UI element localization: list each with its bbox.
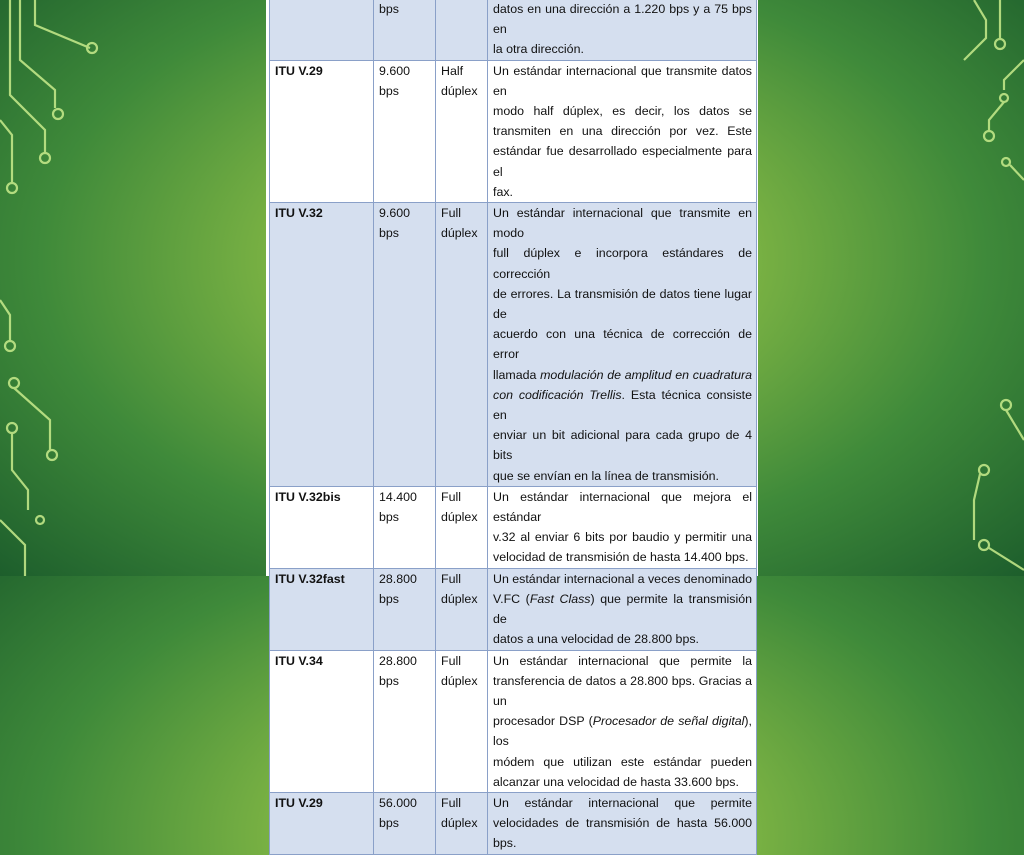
speed-cell xyxy=(374,203,436,487)
mode-line: dúplex xyxy=(441,673,478,688)
description-line: velocidad de transmisión de hasta 14.400 bps. xyxy=(493,550,749,565)
table-row xyxy=(270,486,757,568)
description-text: . Esta técnica consiste en xyxy=(493,387,752,423)
mode-cell xyxy=(436,650,488,792)
speed-line: 14.400 xyxy=(379,489,417,504)
standard-name-cell: ITU V.34 xyxy=(270,650,374,792)
description-text: ), los xyxy=(493,714,752,749)
description-line: Un estándar internacional que mejora el estándar xyxy=(493,489,752,525)
description-line: datos en una dirección a 1.220 bps y a 75 bps en xyxy=(493,2,752,37)
standard-name-cell: ITU V.29 xyxy=(270,792,374,854)
mode-cell xyxy=(436,60,488,202)
description-cell xyxy=(488,60,757,202)
description-line: que se envían en la línea de transmisión. xyxy=(493,468,719,483)
table-row xyxy=(270,60,757,202)
description-line: Un estándar internacional que permite xyxy=(493,795,752,810)
standard-name-cell: ITU V.29 xyxy=(270,60,374,202)
description-line: transmiten en una dirección por vez. Este xyxy=(493,124,752,139)
speed-cell xyxy=(374,486,436,568)
standard-name-cell: ITU V.32bis xyxy=(270,486,374,568)
table-row xyxy=(270,203,757,487)
description-text: llamada xyxy=(493,367,541,382)
description-line: de errores. La transmisión de datos tiene lugar de xyxy=(493,286,752,322)
circuit-decoration-right xyxy=(904,0,1024,576)
description-line: velocidades de transmisión de hasta 56.000 bps. xyxy=(493,816,752,851)
mode-line: dúplex xyxy=(441,226,478,241)
speed-line: 9.600 bps xyxy=(379,206,411,241)
table-row xyxy=(270,568,757,650)
speed-line: 9.600 bps xyxy=(379,63,411,98)
standard-name-cell xyxy=(270,0,374,60)
description-text: V.FC ( xyxy=(493,591,530,606)
circuit-decoration-left xyxy=(0,0,120,576)
description-line: modo half dúplex, es decir, los datos se xyxy=(493,104,752,119)
description-line: Un estándar internacional a veces denominado xyxy=(493,571,752,586)
speed-cell xyxy=(374,792,436,854)
speed-line: 28.800 xyxy=(379,571,417,586)
table-row xyxy=(270,792,757,854)
description-line: enviar un bit adicional para cada grupo de 4 bits xyxy=(493,428,752,463)
mode-line: Full xyxy=(441,489,461,504)
mode-line: dúplex xyxy=(441,83,478,98)
description-line: datos a una velocidad de 28.800 bps. xyxy=(493,632,699,647)
description-line: alcanzar una velocidad de hasta 33.600 bps. xyxy=(493,774,739,789)
description-italic-term: Procesador de señal digital xyxy=(592,714,745,729)
description-line xyxy=(493,385,752,425)
speed-line: bps xyxy=(379,2,399,16)
description-italic-term: con codificación Trellis xyxy=(493,387,622,402)
description-line: módem que utilizan este estándar pueden xyxy=(493,754,752,769)
speed-line: bps xyxy=(379,816,399,831)
description-cell xyxy=(488,0,757,60)
description-line: Un estándar internacional que transmite datos en xyxy=(493,63,752,98)
mode-cell xyxy=(436,203,488,487)
mode-line: Full xyxy=(441,571,461,586)
mode-line: Full xyxy=(441,795,461,810)
speed-line: bps xyxy=(379,510,399,525)
description-cell xyxy=(488,568,757,650)
table-row xyxy=(270,0,757,60)
mode-cell xyxy=(436,486,488,568)
mode-line: Full xyxy=(441,653,461,668)
speed-cell xyxy=(374,0,436,60)
description-line: acuerdo con una técnica de corrección de error xyxy=(493,327,752,362)
speed-cell xyxy=(374,60,436,202)
document-page xyxy=(266,0,758,851)
mode-cell xyxy=(436,0,488,60)
speed-line: 28.800 xyxy=(379,653,417,668)
description-italic-term: modulación de amplitud en cuadratura xyxy=(540,367,752,382)
speed-line: 56.000 xyxy=(379,795,417,810)
speed-cell xyxy=(374,568,436,650)
description-cell xyxy=(488,486,757,568)
description-cell xyxy=(488,650,757,792)
description-line: Un estándar internacional que permite la xyxy=(493,653,752,668)
description-line: fax. xyxy=(493,184,513,199)
modem-standards-table xyxy=(269,0,757,855)
description-text: ) que permite la transmisión de xyxy=(493,591,752,627)
description-cell xyxy=(488,203,757,487)
description-text: procesador DSP ( xyxy=(493,714,593,729)
speed-line: bps xyxy=(379,591,399,606)
description-line: estándar fue desarrollado especialmente para el xyxy=(493,144,752,179)
standard-name-cell: ITU V.32fast xyxy=(270,568,374,650)
description-line: v.32 al enviar 6 bits por baudio y permitir una xyxy=(493,530,752,545)
table-row xyxy=(270,650,757,792)
mode-line: dúplex xyxy=(441,816,478,831)
mode-line: Half xyxy=(441,63,464,78)
mode-cell xyxy=(436,792,488,854)
description-cell xyxy=(488,792,757,854)
description-line xyxy=(493,365,752,385)
speed-line: bps xyxy=(379,673,399,688)
description-italic-term: Fast Class xyxy=(529,591,591,606)
speed-cell xyxy=(374,650,436,792)
mode-cell xyxy=(436,568,488,650)
description-line xyxy=(493,711,752,751)
description-line: Un estándar internacional que transmite en modo xyxy=(493,206,752,241)
description-line: la otra dirección. xyxy=(493,42,584,57)
description-line: full dúplex e incorpora estándares de corrección xyxy=(493,246,752,281)
standard-name-cell: ITU V.32 xyxy=(270,203,374,487)
mode-line: dúplex xyxy=(441,591,478,606)
mode-line: Full xyxy=(441,206,461,221)
mode-line: dúplex xyxy=(441,510,478,525)
description-line xyxy=(493,589,752,629)
description-line: transferencia de datos a 28.800 bps. Gracias a un xyxy=(493,673,752,708)
